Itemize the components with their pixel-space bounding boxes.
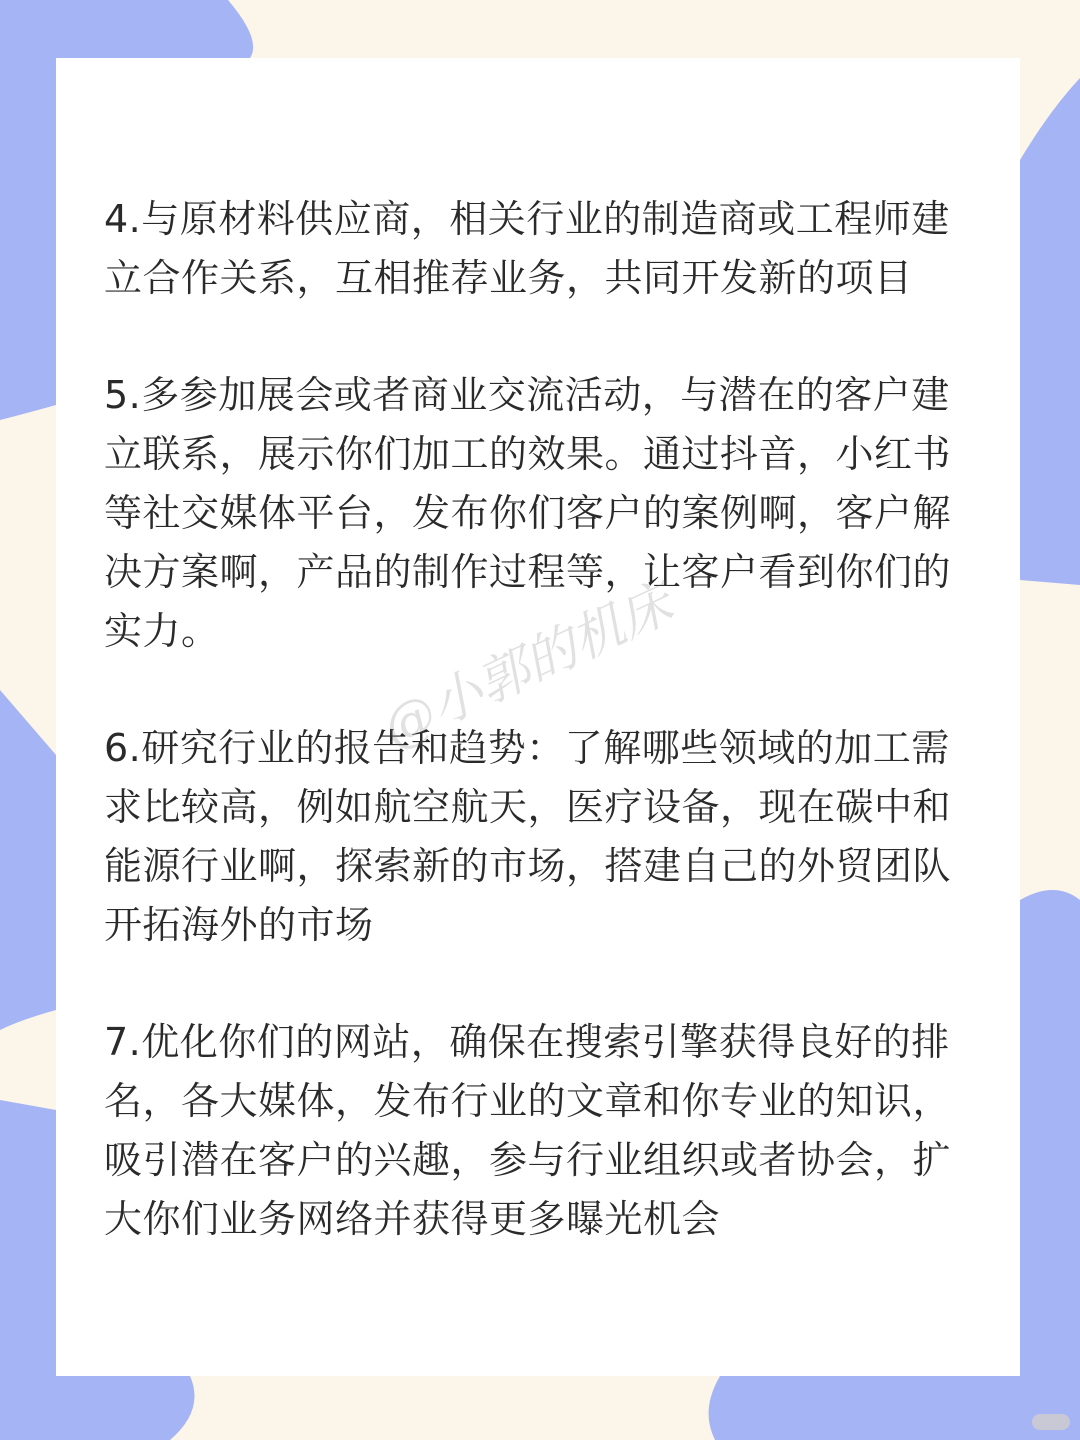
corner-badge-icon: [1032, 1414, 1070, 1430]
paragraph-7: 7.优化你们的网站，确保在搜索引擎获得良好的排名，各大媒体，发布行业的文章和你专业的知识，吸引潜在客户的兴趣，参与行业组织或者协会，扩大你们业务网络并获得更多曝光机会: [104, 1020, 952, 1241]
paragraph-5: 5.多参加展会或者商业交流活动，与潜在的客户建立联系，展示你们加工的效果。通过抖音，小红书等社交媒体平台，发布你们客户的案例啊，客户解决方案啊，产品的制作过程等，让客户看到你们的实力。: [104, 373, 952, 653]
left-wedge: [0, 690, 56, 1030]
paragraph-6: 6.研究行业的报告和趋势：了解哪些领域的加工需求比较高，例如航空航天，医疗设备，现在碳中和能源行业啊，探索新的市场，搭建自己的外贸团队开拓海外的市场: [104, 726, 952, 947]
watermark-text: @小郭的机床: [373, 573, 682, 760]
content-card: [56, 58, 1020, 1376]
text-content: [104, 190, 980, 1307]
right-wedge: [1020, 78, 1080, 585]
paragraph-4: 4.与原材料供应商，相关行业的制造商或工程师建立合作关系，互相推荐业务，共同开发新的项目: [104, 197, 950, 300]
